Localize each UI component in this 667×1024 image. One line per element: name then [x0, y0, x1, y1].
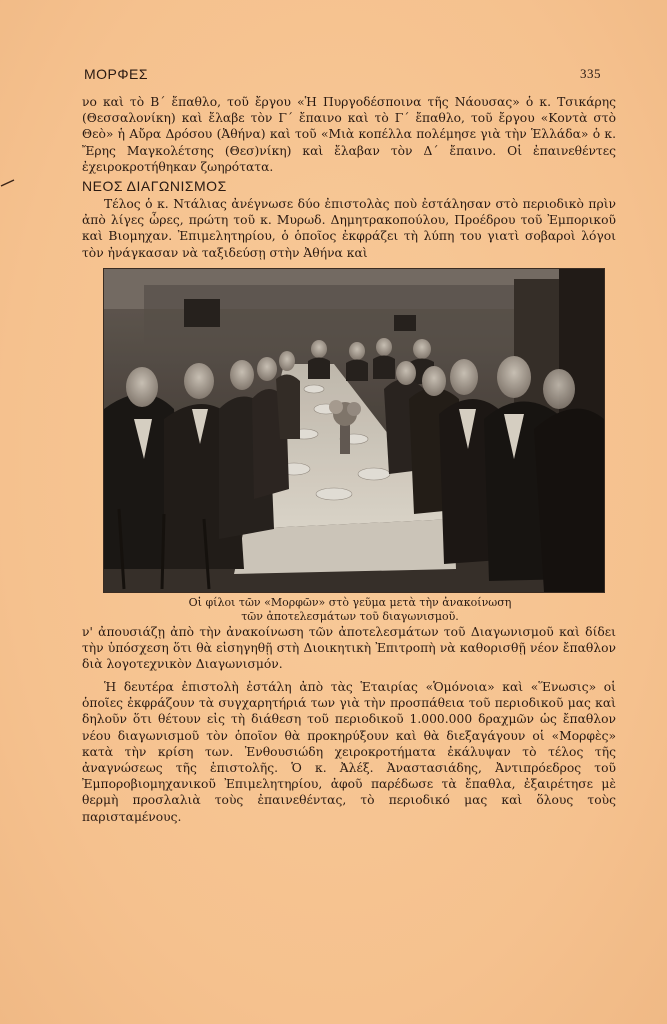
running-header: [84, 66, 601, 84]
article-paragraph-1: [82, 94, 616, 175]
caption-line-1: Οἱ φίλοι τῶν «Μορφῶν» στὸ γεῦμα μετὰ τὴν ἀνακοίνωση: [188, 596, 512, 609]
article-paragraph-2: [82, 196, 616, 261]
paragraph-text: Ἡ δευτέρα ἐπιστολὴ ἐστάλη ἀπὸ τὰς Ἑταιρίας «Ὁμόνοια» καὶ «Ἕνωσις» οἱ ὁποῖες ἐκφράζουν τὰ συγχαρητήριά των γιὰ τὴν προσπάθεια τοῦ περιοδικοῦ μας καὶ δηλοῦν ὅτι θέτουν εἰς τὴ διάθεση τοῦ περιοδικοῦ 1.000.000 δραχμῶν ὡς ἔπαθλον νέου διαγωνισμοῦ τὸν ὁποῖον θὰ προκηρύξουν καὶ θὰ διεξαγάγουν οἱ «Μορφὲς» κατὰ τὴν κρίση των. Ἐνθουσιώδη χειροκροτήματα ἐκάλυψαν τὸ τέλος τῆς ἀναγνώσεως τῆς ἐπιστολῆς. Ὁ κ. Ἀλέξ. Ἀναστασιάδης, Ἀντιπρόεδρος τοῦ Ἐμποροβιομηχανικοῦ Ἐπιμελητηρίου, ἀφοῦ παρέδωσε τὰ ἔπαθλα, ἐξαιρέτησε μὲ θερμὴ προσλαλιὰ τοὺς ἐπαινεθέντας, τὸ περιοδικό μας καὶ ὅλους τοὺς παρισταμένους.: [82, 680, 616, 824]
article-paragraph-3: [82, 624, 616, 673]
section-heading: ΝΕΟΣ ΔΙΑΓΩΝΙΣΜΟΣ: [82, 178, 227, 194]
banquet-photograph: [103, 268, 605, 593]
paragraph-text: Τέλος ὁ κ. Ντάλιας ἀνέγνωσε δύο ἐπιστολὰς ποὺ ἐστάλησαν στὸ περιοδικὸ πρὶν ἀπὸ λίγες ὧρες, πρώτη τοῦ κ. Μυρωδ. Δημητρακοπούλου, Προέδρου τοῦ Ἐμπορικοῦ καὶ Βιομηχαν. Ἐπιμελητηρίου, ὁ ὁποῖος ἐκφράζει τὴ λύπη του γιατὶ σοβαροὶ λόγοι τὸν ἠνάγκασαν νὰ ταξιδεύσῃ στὴν Ἀθήνα καὶ: [82, 197, 616, 260]
paragraph-text: ν' ἀπουσιάζῃ ἀπὸ τὴν ἀνακοίνωση τῶν ἀποτελεσμάτων τοῦ Διαγωνισμοῦ καὶ δίδει τὴν ὑπόσχεση ὅτι θὰ εἰσηγηθῇ στὴ Διοικητικὴ Ἐπιτροπὴ νὰ καθορισθῇ νέον ἔπαθλον διὰ λογοτεχνικὸν Διαγωνισμόν.: [82, 625, 616, 672]
page-number: 335: [580, 66, 601, 81]
paragraph-text: νο καὶ τὸ Β΄ ἔπαθλο, τοῦ ἔργου «Ἡ Πυργοδέσποινα τῆς Νάουσας» ὁ κ. Τσικάρης (Θεσσαλονίκη) καὶ ἔλαβε τὸν Γ΄ ἔπαινο καὶ τὸ Γ΄ ἔπαθλο, τοῦ ἔργου «Κοντὰ στὸ Θεὸ» ἡ Αὔρα Δρόσου (Ἀθήνα) καὶ τοῦ «Μιὰ κοπέλλα πολέμησε γιὰ τὴν Ἑλλάδα» ὁ κ. Ἔρης Μαγκολέτσης (Θεσ)νίκη) καὶ ἔλαβαν τὸν Δ΄ ἔπαινο. Οἱ ἐπαινεθέντες ἐχειροκροτήθηκαν ζωηρότατα.: [82, 95, 616, 174]
journal-title: ΜΟΡΦΕΣ: [84, 66, 149, 82]
article-paragraph-4: [82, 679, 616, 825]
banquet-photo-illustration: [104, 269, 604, 592]
caption-line-2: τῶν ἀποτελεσμάτων τοῦ διαγωνισμοῦ.: [241, 609, 459, 623]
photo-caption: [100, 596, 600, 623]
margin-mark-icon: [0, 178, 16, 188]
